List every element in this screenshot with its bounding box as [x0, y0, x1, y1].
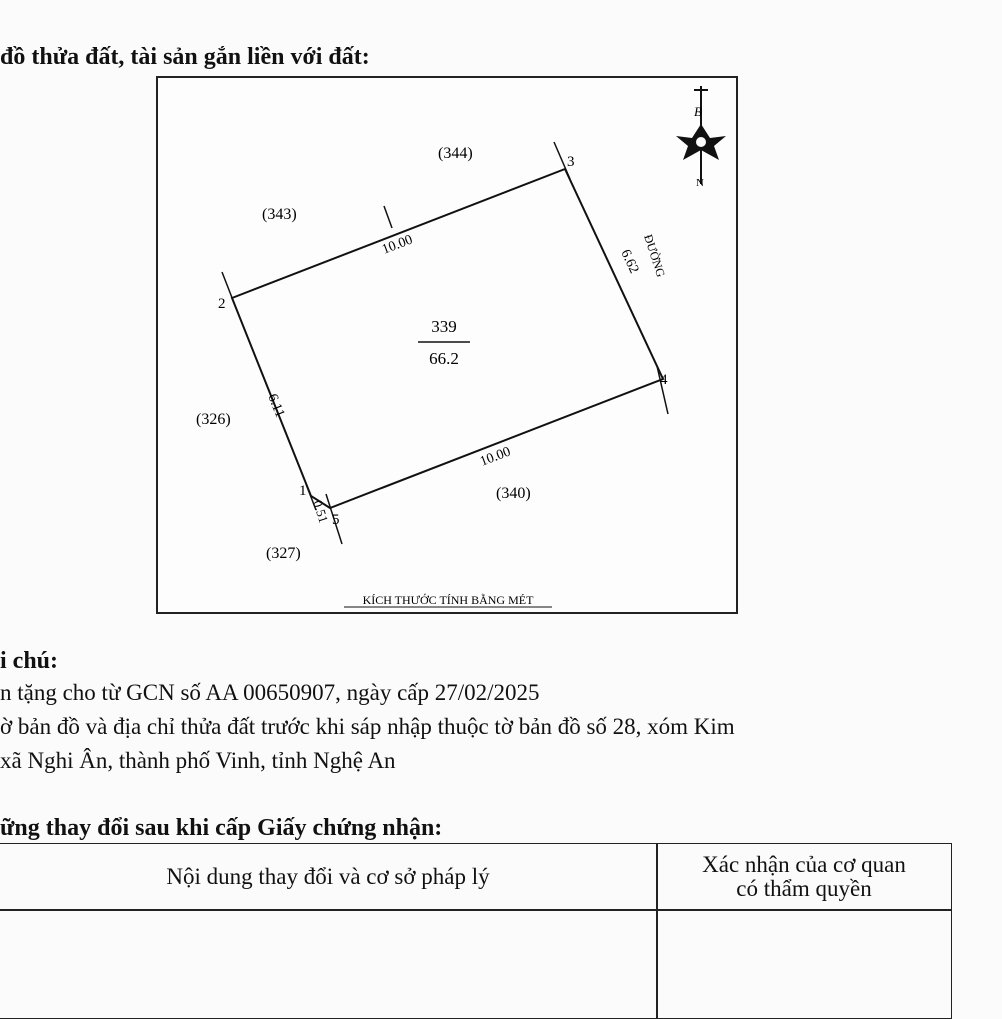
- neighbor-parcel-top: (344): [438, 145, 473, 162]
- neighbor-parcel-bottom: (340): [496, 485, 531, 502]
- vertex-label-5: 5: [332, 512, 340, 528]
- changes-section-title: ững thay đổi sau khi cấp Giấy chứng nhận:: [0, 815, 443, 841]
- parcel-number: 339: [431, 317, 457, 336]
- boundary-tick-mid: [384, 206, 392, 228]
- table-header-content: [0, 843, 658, 911]
- edge-length-left: 6.11: [264, 391, 288, 420]
- note-line-3: xã Nghi Ân, thành phố Vinh, tỉnh Nghệ An: [0, 748, 396, 773]
- neighbor-parcel-bottom-left: (327): [266, 545, 301, 562]
- vertex-label-3: 3: [567, 154, 575, 170]
- scale-note: KÍCH THƯỚC TÍNH BẰNG MÉT: [362, 593, 534, 607]
- north-label: B: [694, 104, 702, 119]
- map-section-heading: đồ thửa đất, tài sản gắn liền với đất:: [0, 44, 370, 70]
- north-arrow-icon: [676, 86, 726, 189]
- note-line-1: n tặng cho từ GCN số AA 00650907, ngày cấp 27/02/2025: [0, 680, 540, 705]
- parcel-map: [156, 76, 738, 614]
- edge-length-small: 0.51: [310, 498, 332, 525]
- edge-length-right: 6.62: [617, 247, 642, 276]
- table-header-content-label: Nội dung thay đổi và cơ sở pháp lý: [166, 864, 490, 889]
- neighbor-parcel-left: (326): [196, 411, 231, 428]
- edge-length-top: 10.00: [380, 232, 415, 258]
- road-label: ĐƯỜNG: [641, 232, 669, 279]
- notes-title: i chú:: [0, 648, 59, 674]
- vertex-label-1: 1: [299, 483, 307, 499]
- south-label: N: [696, 177, 704, 189]
- table-header-confirmation: [656, 843, 952, 911]
- vertex-label-4: 4: [660, 372, 668, 388]
- note-line-2: ờ bản đồ và địa chỉ thửa đất trước khi sáp nhập thuộc tờ bản đồ số 28, xóm Kim: [0, 714, 735, 739]
- table-header-confirmation-line2: có thẩm quyền: [736, 876, 872, 901]
- parcel-area: 66.2: [429, 349, 459, 368]
- edge-length-bottom: 10.00: [478, 444, 513, 470]
- vertex-label-2: 2: [218, 296, 226, 312]
- neighbor-parcel-top-left: (343): [262, 206, 297, 223]
- changes-table: [0, 843, 952, 1013]
- table-header-confirmation-line1: Xác nhận của cơ quan: [702, 852, 906, 877]
